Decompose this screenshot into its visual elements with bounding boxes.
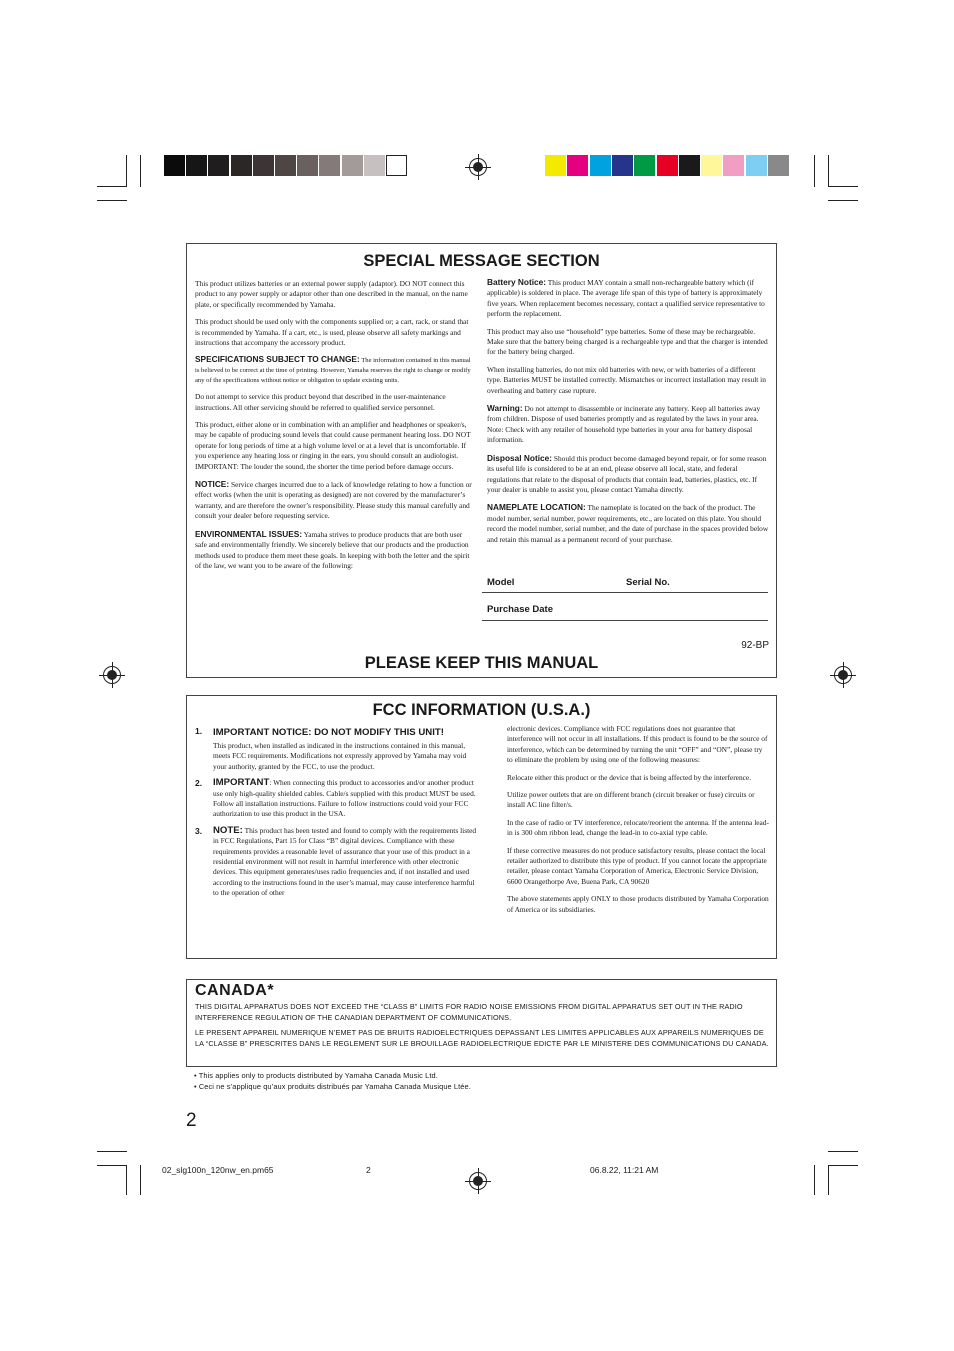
gray-bar-swatch [231, 155, 252, 176]
hearing-paragraph: This product, either alone or in combination with an amplifier and headphones or speaker/s, may be capable of producing sound levels that could cause permanent hearing loss. DO NOT operate for long periods of time at a high volume level or at a level that is uncomfortable. If you experience any hearing loss or ringing in the ears, you should consult an audiologist. IMPORTANT: The louder the sound, the shorter the time period before damage occurs. [195, 420, 471, 471]
environmental-label: ENVIRONMENTAL ISSUES: [195, 528, 303, 539]
purchase-date-line [482, 620, 768, 621]
notice-label: NOTICE: [195, 479, 230, 490]
special-message-section [186, 243, 777, 678]
fcc-information-section [186, 695, 777, 959]
battery-notice-paragraph: Battery Notice: This product MAY contain a small non-rechargeable battery which (if applicable) is soldered in place. The average life span of this type of battery is approximately five years. When replacement becomes necessary, contact a qualified service representative to perform the replacement. [487, 277, 765, 319]
fcc-right-p5: If these corrective measures do not produce satisfactory results, please contact the local retailer authorized to distribute this type of product. If you cannot locate the appropriate retailer, please contact Yamaha Corporation of America, Electronic Service Division, 6600 Orangethorpe Ave, Buena Park, CA 90620 [507, 845, 767, 886]
registration-mark-left-icon [103, 666, 121, 684]
color-bar-swatch [657, 155, 678, 176]
fcc-item-1-text: This product, when installed as indicated in the instructions contained in this manual, meets FCC requirements. Modifications not expressly approved by Yamaha may void your authority, granted by the FCC, to use the product. [213, 741, 467, 771]
power-supply-paragraph: This product utilizes batteries or an external power supply (adaptor). DO NOT connect this product to any power supply or adaptor other than one described in the manual, on the name plate, or specifically recommended by Yamaha. [195, 279, 468, 309]
gray-bar-swatch [342, 155, 363, 176]
warning-label: Warning: [487, 403, 523, 414]
color-bar-swatch [545, 155, 566, 176]
fcc-right-p6: The above statements apply ONLY to those products distributed by Yamaha Corporation of America or its subsidiaries. [507, 894, 769, 914]
gray-bar-swatch [386, 155, 407, 176]
specifications-label: SPECIFICATIONS SUBJECT TO CHANGE: [195, 354, 360, 365]
disposal-label: Disposal Notice: [487, 452, 553, 463]
color-bar-swatch [746, 155, 767, 176]
page-number: 2 [186, 1110, 197, 1131]
fcc-right-p2: Relocate either this product or the device that is being affected by the interference. [507, 772, 752, 782]
gray-bar-swatch [297, 155, 318, 176]
canada-note-english: • This applies only to products distributed by Yamaha Canada Music Ltd. [194, 1071, 438, 1080]
gray-bar-swatch [253, 155, 274, 176]
fcc-right-p3: Utilize power outlets that are on different branch (circuit breaker or fuse) circuits or install AC line filter/s. [507, 790, 755, 810]
fcc-item-2-label: IMPORTANT [213, 777, 270, 789]
gray-bar-swatch [275, 155, 296, 176]
model-field-label: Model [487, 577, 515, 588]
canada-english-text: THIS DIGITAL APPARATUS DOES NOT EXCEED THE “CLASS B” LIMITS FOR RADIO NOISE EMISSIONS FROM DIGITAL APPARATUS SET OUT IN THE RADIO INTERFERENCE REGULATION OF THE CANADIAN DEPARTMENT OF COMMUNICATIONS. [195, 1002, 743, 1022]
fcc-right-p1: electronic devices. Compliance with FCC regulations does not guarantee that interference will not occur in all installations. If this product is found to be the source of interference, which can be determined by turning the unit “OFF” and “ON”, please try to eliminate the problem by using one of the following measures: [507, 724, 768, 765]
notice-paragraph: NOTICE: Service charges incurred due to a lack of knowledge relating to how a function or effect works (when the unit is operating as designed) are not covered by the manufacturer’s warranty, and are therefore the owner’s responsibility. Please study this manual carefully and consult your dealer before requesting service. [195, 479, 472, 521]
gray-bar-swatch [186, 155, 207, 176]
color-bar-swatch [634, 155, 655, 176]
battery-notice-label: Battery Notice: [487, 277, 547, 287]
color-bar-swatch [768, 155, 789, 176]
canada-note-french: • Ceci ne s’applique qu’aux produits distribués par Yamaha Canada Musique Ltée. [194, 1082, 471, 1091]
canada-section [186, 979, 777, 1067]
gray-bar-swatch [208, 155, 229, 176]
fcc-item-1: 1. IMPORTANT NOTICE: DO NOT MODIFY THIS UNIT! This product, when installed as indicated in the instructions contained in this manual, meets FCC requirements. Modifications not expressly approved by Yamaha may void your authority, granted by the FCC, to use the product. [195, 726, 479, 772]
slug-page: 2 [366, 1165, 371, 1175]
fcc-left-column [195, 726, 479, 905]
special-right-column [487, 277, 769, 552]
environmental-paragraph: ENVIRONMENTAL ISSUES: Yamaha strives to produce products that are both user safe and environmentally friendly. We sincerely believe that our products and the production methods used to produce them meet these goals. In keeping with both the letter and the spirit of the law, we want you to be aware of the following: [195, 528, 470, 570]
accessory-paragraph: This product should be used only with the components supplied or; a cart, rack, or stand that is recommended by Yamaha. If a cart, etc., is used, please observe all safety markings and instructions that accompany the accessory product. [195, 317, 469, 348]
fcc-title: FCC INFORMATION (U.S.A.) [372, 701, 591, 719]
gray-bar-swatch [364, 155, 385, 176]
gray-bar-swatch [164, 155, 185, 176]
fcc-right-column [507, 724, 769, 922]
special-message-title: SPECIAL MESSAGE SECTION [363, 252, 600, 270]
registration-mark-bottom-icon [469, 1172, 487, 1190]
nameplate-label: NAMEPLATE LOCATION: [487, 502, 586, 513]
color-bar-swatch [590, 155, 611, 176]
color-bar-swatch [679, 155, 700, 176]
household-battery-paragraph: This product may also use “household” type batteries. Some of these may be rechargeable. Make sure that the battery being charged is a rechargeable type and that the charger is intended for the battery being charged. [487, 326, 768, 357]
color-bar-swatch [701, 155, 722, 176]
fcc-item-3: 3. NOTE: This product has been tested and found to comply with the requirements listed in FCC Regulations, Part 15 for Class “B” digital devices. Compliance with these requirements provides a reasonable level of assurance that your use of this product in a residential environment will not result in harmful interference with other electronic devices. This equipment generates/uses radio frequencies and, if not installed and used according to the instructions found in the user’s manual, may cause interference harmful to the operation of other [195, 824, 477, 898]
registration-mark-right-icon [834, 666, 852, 684]
purchase-date-label: Purchase Date [487, 604, 554, 615]
color-bar-swatch [723, 155, 744, 176]
color-bar-swatch [612, 155, 633, 176]
model-serial-line [482, 592, 768, 593]
fcc-item-2: 2. IMPORTANT: When connecting this product to accessories and/or another product use only high-quality shielded cables. Cable/s supplied with this product MUST be used. Follow all installation instructions. Failure to follow instructions could void your FCC authorization to use this product in the USA. [195, 777, 476, 819]
canada-title: CANADA* [195, 982, 275, 999]
registration-mark-top-icon [469, 158, 487, 176]
canada-french-text: LE PRESENT APPAREIL NUMERIQUE N’EMET PAS DE BRUITS RADIOELECTRIQUES DEPASSANT LES LIMITES APPLICABLES AUX APPAREILS NUMERIQUES DE LA “CLASSE B” PRESCRITES DANS LE REGLEMENT SUR LE BROUILLAGE RADIOELECTRIQUE EDICTE PAR LE MINISTERE DES COMMUNICATIONS DU CANADA. [195, 1028, 769, 1048]
slug-filename: 02_slg100n_120nw_en.pm65 [162, 1165, 274, 1175]
special-left-column [195, 279, 473, 578]
fcc-item-3-label: NOTE: [213, 824, 243, 836]
fcc-item-1-label: IMPORTANT NOTICE: DO NOT MODIFY THIS UNIT! [213, 727, 444, 738]
keep-manual-footer: PLEASE KEEP THIS MANUAL [364, 654, 599, 672]
gray-bar-swatch [319, 155, 340, 176]
service-paragraph: Do not attempt to service this product beyond that described in the user-maintenance instructions. All other servicing should be referred to qualified service personnel. [195, 392, 446, 412]
serial-field-label: Serial No. [626, 577, 670, 588]
document-code: 92-BP [741, 640, 769, 651]
slug-date: 06.8.22, 11:21 AM [590, 1165, 659, 1175]
specifications-paragraph: SPECIFICATIONS SUBJECT TO CHANGE: The information contained in this manual is believed to be correct at the time of printing. However, Yamaha reserves the right to change or modify any of the specifications without notice or obligation to update existing units. [195, 354, 471, 384]
fcc-item-2-text: : When connecting this product to accessories and/or another product use only high-quality shielded cables. Cable/s supplied with this product MUST be used. Follow all installation instructions. Failure to follow instructions could void your FCC authorization to use this product in the USA. [213, 778, 476, 819]
battery-install-paragraph: When installing batteries, do not mix old batteries with new, or with batteries of a different type. Batteries MUST be installed correctly. Mismatches or incorrect installation may result in overheating and battery case rupture. [487, 364, 766, 395]
fcc-item-3-text: This product has been tested and found to comply with the requirements listed in FCC Regulations, Part 15 for Class “B” digital devices. Compliance with these requirements provides a reasonable level of assurance that your use of this product in a residential environment will not result in harmful interference with other electronic devices. This equipment generates/uses radio frequencies and, if not installed and used according to the instructions found in the user’s manual, may cause interference harmful to the operation of other [213, 825, 477, 898]
color-bar-swatch [567, 155, 588, 176]
warning-paragraph: Warning: Do not attempt to disassemble or incinerate any battery. Keep all batteries away from children. Dispose of used batteries promptly and as regulated by the laws in your area. Note: Check with any retailer of household type batteries in your area for battery disposal information. [487, 403, 761, 445]
nameplate-paragraph: NAMEPLATE LOCATION: The nameplate is located on the back of the product. The model number, serial number, power requirements, etc., are located on this plate. You should record the model number, serial number, and the date of purchase in the spaces provided below and retain this manual as a permanent record of your purchase. [487, 502, 769, 544]
fcc-right-p4: In the case of radio or TV interference, relocate/reorient the antenna. If the antenna lead-in is 300 ohm ribbon lead, change the lead-in to co-axial type cable. [507, 817, 769, 838]
disposal-paragraph: Disposal Notice: Should this product become damaged beyond repair, or for some reason its useful life is considered to be at an end, please observe all local, state, and federal regulations that relate to the disposal of products that contain lead, batteries, plastics, etc. If your dealer is unable to assist you, please contact Yamaha directly. [487, 452, 767, 494]
